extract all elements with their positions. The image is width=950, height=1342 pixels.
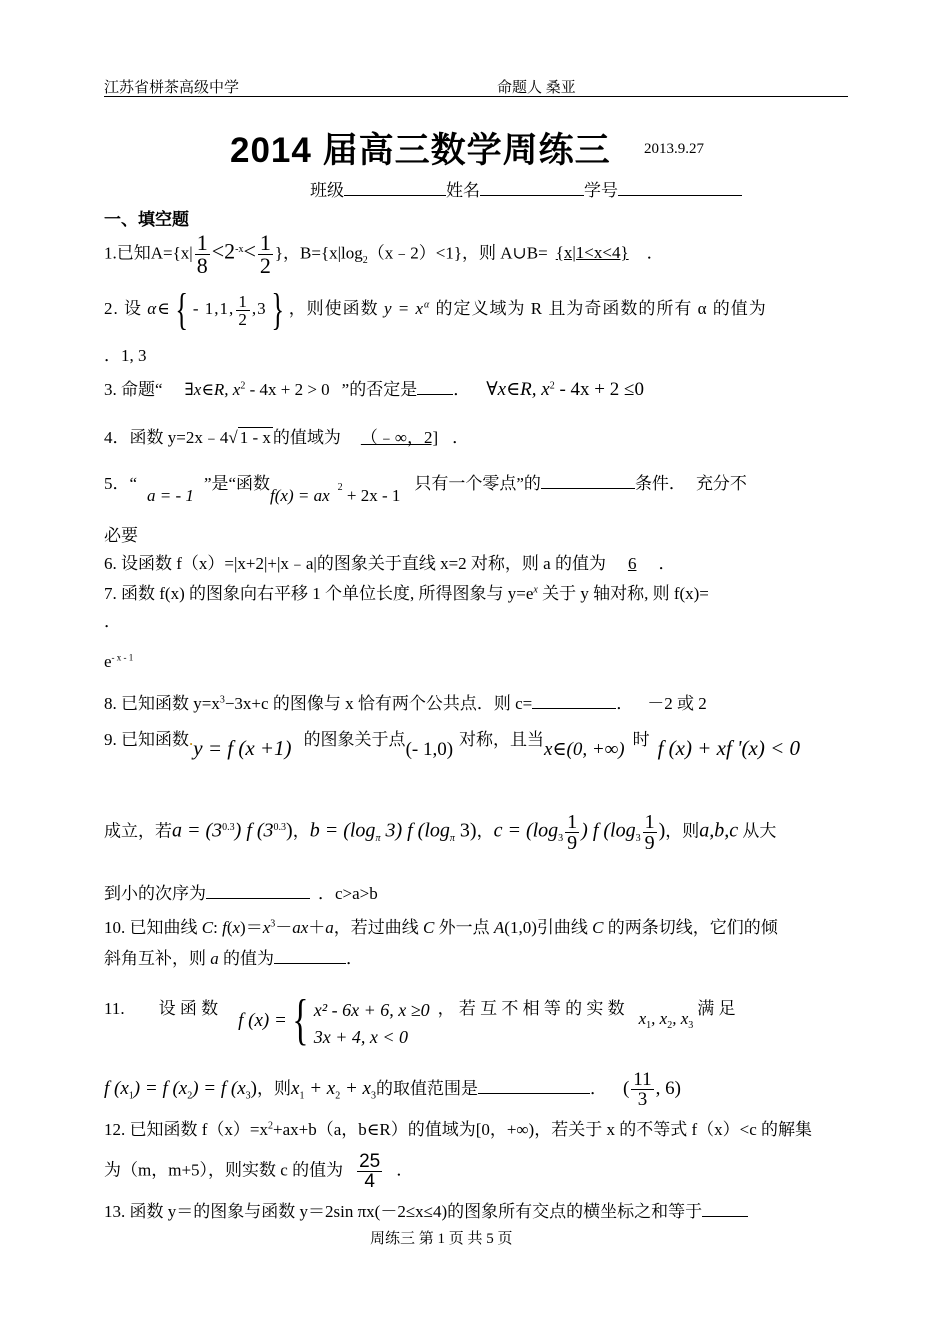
question-11-cont: f $(x_1) = f$ $(x_2) = f$ $(x_3)$，则$x_1 + x_2 + x_3$的取值范围是 ． ( $\frac{11}{3}$ , 6) <box>104 1069 681 1110</box>
fraction: $\frac{1}{8}$ <box>196 230 208 278</box>
question-10-cont: 斜角互补，则 a 的值为 ． <box>104 949 363 968</box>
answer-5: 充分不 <box>695 474 747 493</box>
question-11: 11. 设 函 数f (x) ={ x² - 6x + 6, x ≥0 3x + 4, x < 0 ， 若 互 不 相 等 的 实 数$x_1$, $x_2$, $x_3$满 足 <box>104 989 736 1051</box>
name-label: 姓名 <box>446 181 480 200</box>
header-rule <box>104 96 848 97</box>
page-footer: 周练三 第 1 页 共 5 页 <box>370 1231 513 1247</box>
question-5: 5．“a = - 1”是“函数f(x) = ax $^2$ + 2x - 1只有一个零点”的 条件． 充分不 <box>104 474 747 505</box>
question-9-end: 到小的次序为 ．c>a>b <box>104 884 378 903</box>
question-8: 8. 已知函数 $y=x^3-3x+c$ 的图像与 x 恰有两个公共点．则 c= ． －2 或 2 <box>104 694 707 713</box>
question-12: 12. 已知函数 $f(x)=x^2+ax+b(a$，b∈R）的值域为[0，+∞)，若关于 x 的不等式 f（x）<c 的解集 <box>104 1120 813 1139</box>
question-12-cont: 为（m，m+5），则实数 c 的值为 $\frac{25}{4}$ ． <box>104 1151 414 1192</box>
worksheet-page: 江苏省栟茶高级中学 命题人 桑亚 2014 届高三数学周练三 2013.9.27 班级 姓名 学号 一、填空题 1.已知A={x| $\frac{1}{8}$ $<2^{-x}<$ $\frac{1}{2}$ }，$B=\{x|\log_2(x﹣2)<1\}$，则 A∪B= {x|1<x<4} ． 2. 设 α∈ { - 1,1, $\frac{1}{2}$ ,3 } ，则使函数 $y = x^\alpha$ 的定义域为 R 且为奇函数的所有 α 的值为 ．1, 3 3. 命题“ ∃x∈R, $x^2 - 4x + 2 > 0$ ”的否定是 ． ∀x∈R, $x^2 - 4x + 2 \le 0$ 4．函数 y=2x﹣4√ 1 - x 的值域为 （﹣∞，2] ． 5．“a = - 1”是“函数f(x) = ax $^2$ + 2x - 1只有一个零点”的 条件． 充分不 必要 6. 设函数 f（x）=|x+2|+|x﹣a|的图象关于直线 x=2 对称，则 a 的值为 6 ． 7. 函数 f(x) 的图象向右平移 1 个单位长度, 所得图象与 $y=e^x$ 关于 y 轴对称, 则 f(x)= ． $e^{- x - 1}$ 8. 已知函数 $y=x^3-3x+c$ 的图像与 x 恰有两个公共点．则 c= ． －2 或 2 9. 已知函数.y = f (x +1) 的图象关于点(- 1,0) 对称，且当x∈(0, +∞) 时 f (x) + xf '(x) < 0 成立，若$a = (3^{0.3})$ f $(3^{0.3})$，$b = (\log_\pi$ 3) f ($\log_\pi$ 3)，$c = (\log_3$ $\frac{1}{9}$ ) f ($\log_3$ $\frac{1}{9}$ )，则a,b,c 从大 到小的次序为 ．c>a>b 10. 已知曲线 C: $f(x)=x^3-ax+a$，若过曲线 C 外一点 A(1,0)引曲线 C 的两条切线，它们的倾 斜角互补，则 a 的值为 ． 11. 设 函 数f (x) ={ x² - 6x + 6, x ≥0 3x + 4, x < 0 ， 若 互 不 相 等 的 实 数$x_1$, $x_2$, $x_3$满 足 f $(x_1) = f$ $(x_2) = f$ $(x_3)$，则$x_1 + x_2 + x_3$的取值范围是 ． ( $\frac{11}{3}$ , 6) 12. 已知函数 $f(x)=x^2+ax+b(a$，b∈R）的值域为[0，+∞)，若关于 x 的不等式 f（x）<c 的解集 为（m，m+5），则实数 c 的值为 $\frac{25}{4}$ ． 13. 函数 y＝的图象与函数 y＝2sin πx(－2≤x≤4)的图象所有交点的横坐标之和等于 周练三 第 1 页 共 5 页 <box>0 0 950 1342</box>
answer-11: ( $\frac{11}{3}$ , 6) <box>622 1069 681 1110</box>
answer-1: {x|1<x<4} <box>555 243 629 263</box>
piecewise-cases: x² - 6x + 6, x ≥0 3x + 4, x < 0 <box>313 1000 430 1047</box>
answer-8: －2 或 2 <box>647 694 707 713</box>
question-1: 1.已知A={x| $\frac{1}{8}$ $<2^{-x}<$ $\frac{1}{2}$ }，$B=\{x|\log_2(x﹣2)<1\}$，则 A∪B= {x|1<x<4} ． <box>104 230 664 278</box>
header-author: 命题人 桑亚 <box>497 80 576 96</box>
page-title: 2014 届高三数学周练三 <box>230 131 611 170</box>
class-label: 班级 <box>310 181 344 200</box>
fraction: $\frac{1}{2}$ <box>259 230 271 278</box>
question-2: 2. 设 α∈ { - 1,1, $\frac{1}{2}$ ,3 } ，则使函数 $y = x^\alpha$ 的定义域为 R 且为奇函数的所有 α 的值为 <box>104 285 767 334</box>
answer-9: ．c>a>b <box>318 884 378 903</box>
answer-5-cont: 必要 <box>104 526 138 545</box>
answer-12: $\frac{25}{4}$ <box>359 1151 381 1192</box>
question-13: 13. 函数 y＝的图象与函数 y＝2sin πx(－2≤x≤4)的图象所有交点的横坐标之和等于 <box>104 1200 748 1222</box>
question-9-cont: 成立，若$a = (3^{0.3})$ f $(3^{0.3})$，$b = (\log_\pi$ 3) f ($\log_\pi$ 3)，$c = (\log_3$ $\frac{1}{9}$ ) f ($\log_3$ $\frac{1}{9}$ )，则a,b,c 从大 <box>104 811 777 854</box>
class-blank[interactable] <box>344 179 446 196</box>
id-blank[interactable] <box>618 179 742 196</box>
question-9: 9. 已知函数.y = f (x +1) 的图象关于点(- 1,0) 对称，且当x∈(0, +∞) 时 f (x) + xf '(x) < 0 <box>104 730 801 760</box>
title-date: 2013.9.27 <box>644 141 704 157</box>
name-blank[interactable] <box>480 179 584 196</box>
question-3: 3. 命题“ ∃x∈R, $x^2 - 4x + 2 > 0$ ”的否定是 ． ∀x∈R, $x^2 - 4x + 2 \le 0$ <box>104 379 644 400</box>
question-4: 4．函数 y=2x﹣4√ 1 - x 的值域为 （﹣∞，2] ． <box>104 428 470 447</box>
section-heading: 一、填空题 <box>104 210 189 229</box>
answer-4: （﹣∞，2] <box>360 428 439 447</box>
fraction: $\frac{1}{2}$ <box>238 291 248 329</box>
fraction: $\frac{1}{9}$ <box>567 811 578 854</box>
question-10: 10. 已知曲线 C: $f(x)=x^3-ax+a$，若过曲线 C 外一点 A(1,0)引曲线 C 的两条切线，它们的倾 <box>104 918 778 937</box>
fraction: $\frac{1}{9}$ <box>644 811 655 854</box>
answer-2: ．1, 3 <box>104 346 147 365</box>
answer-7: $e^{- x - 1}$ <box>104 652 134 671</box>
answer-6: 6 <box>627 554 637 573</box>
header-school: 江苏省栟茶高级中学 <box>104 80 240 96</box>
question-6: 6. 设函数 f（x）=|x+2|+|x﹣a|的图象关于直线 x=2 对称，则 a 的值为 6 ． <box>104 554 676 573</box>
answer-3: ∀x∈R, x <box>486 379 550 400</box>
id-label: 学号 <box>584 181 618 200</box>
question-7: 7. 函数 f(x) 的图象向右平移 1 个单位长度, 所得图象与 $y=e^x$ 关于 y 轴对称, 则 f(x)= <box>104 584 709 603</box>
student-fields <box>310 176 742 201</box>
